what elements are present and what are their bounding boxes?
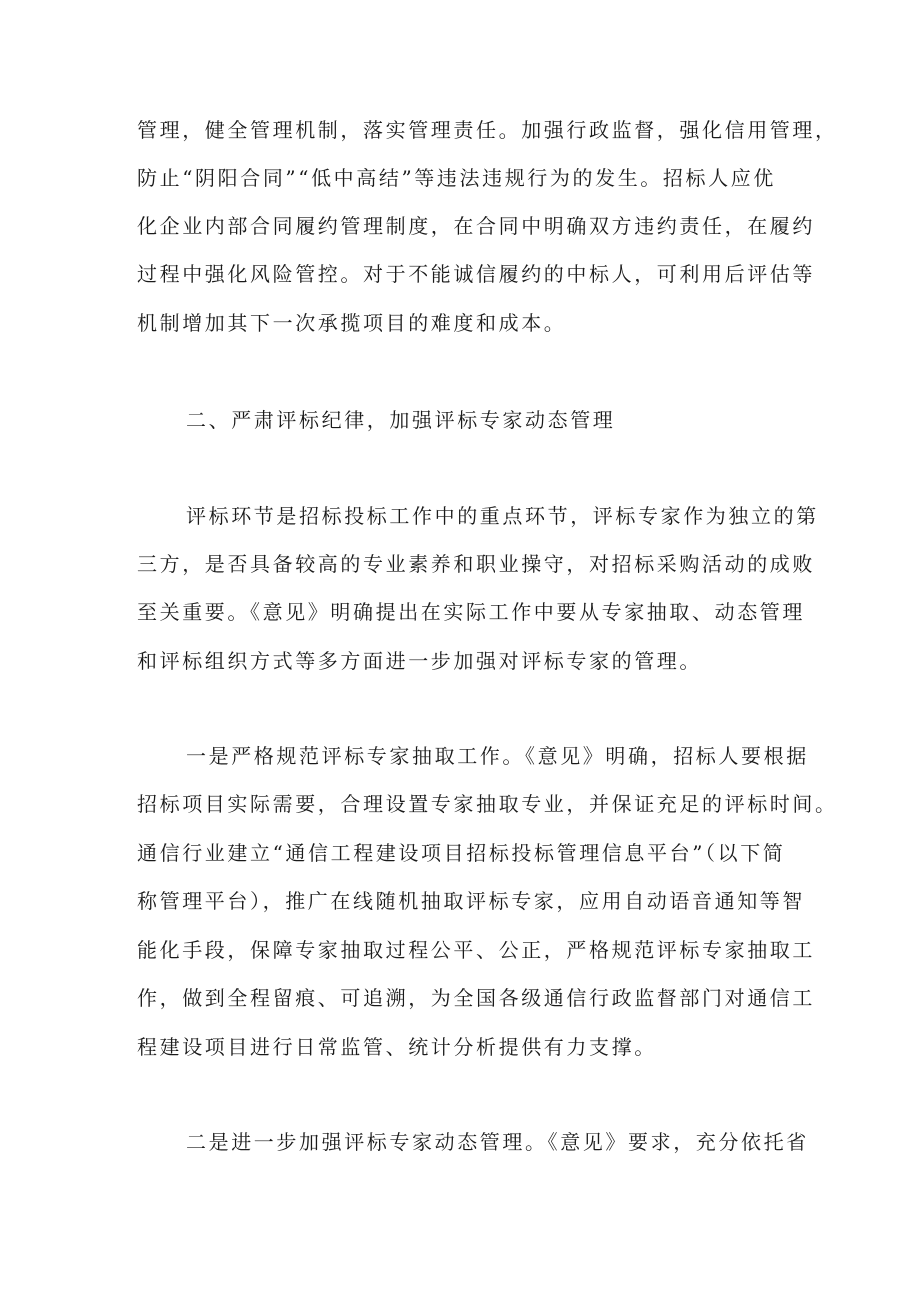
para3-line-2: 招标项目实际需要，合理设置专家抽取专业，并保证充足的评标时间。 [137,792,838,816]
para1-line-3: 化企业内部合同履约管理制度，在合同中明确双方违约责任，在履约 [137,214,815,238]
para3-line-3: 通信行业建立“通信工程建设项目招标投标管理信息平台”（以下简 [137,841,786,865]
para3-line-7: 程建设项目进行日常监管、统计分析提供有力支撑。 [137,1035,657,1059]
para3-line-4: 称管理平台），推广在线随机抽取评标专家，应用自动语音通知等智 [137,889,805,913]
para1-line-4: 过程中强化风险管控。对于不能诚信履约的中标人，可利用后评估等 [137,262,815,286]
para1-line-5: 机制增加其下一次承揽项目的难度和成本。 [137,311,567,335]
para3-line-1: 一是严格规范评标专家抽取工作。《意见》明确，招标人要根据 [186,744,809,768]
para4-line-1: 二是进一步加强评标专家动态管理。《意见》要求，充分依托省 [186,1130,809,1154]
para1-line-1: 管理，健全管理机制，落实管理责任。加强行政监督，强化信用管理， [137,118,838,142]
para2-line-2: 三方，是否具备较高的专业素养和职业操守，对招标采购活动的成败 [137,552,815,576]
para3-line-5: 能化手段，保障专家抽取过程公平、公正，严格规范评标专家抽取工 [137,938,815,962]
para2-line-3: 至关重要。《意见》明确提出在实际工作中要从专家抽取、动态管理 [137,600,805,624]
para2-line-4: 和评标组织方式等多方面进一步加强对评标专家的管理。 [137,649,702,673]
para1-line-2: 防止“阴阳合同”“低中高结”等违法违规行为的发生。招标人应优 [137,166,776,190]
para2-line-1: 评标环节是招标投标工作中的重点环节，评标专家作为独立的第 [186,504,819,528]
para3-line-6: 作，做到全程留痕、可追溯，为全国各级通信行政监督部门对通信工 [137,986,815,1010]
section-heading: 二、严肃评标纪律，加强评标专家动态管理 [186,408,616,432]
